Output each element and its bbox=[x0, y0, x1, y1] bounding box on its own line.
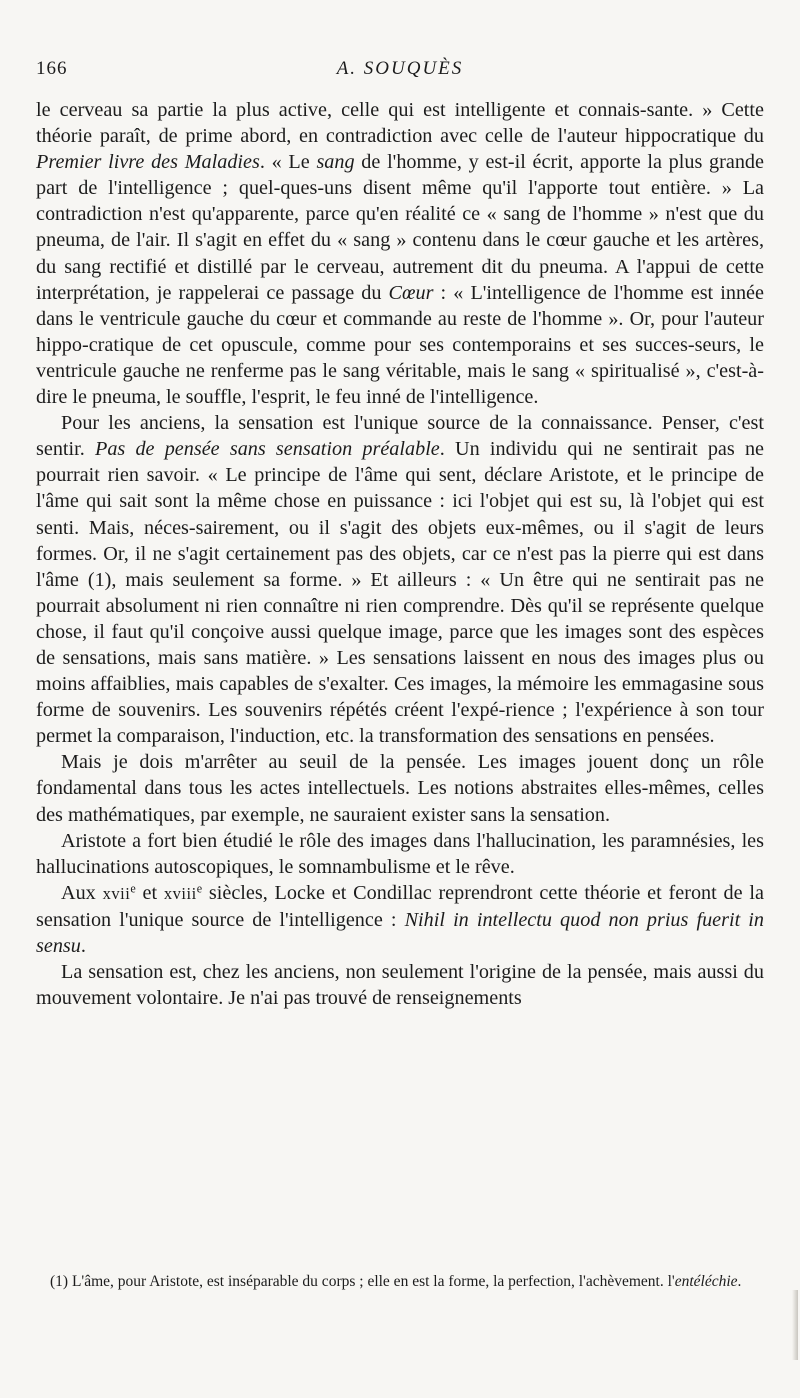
page-edge-shadow bbox=[792, 1290, 798, 1360]
paragraph bbox=[36, 880, 764, 959]
text-run: La sensation est, chez les anciens, non seulement l'origine de la pensée, mais aussi du mouvement volontaire. Je n'ai pas trouvé de renseignements bbox=[36, 961, 764, 1010]
page-number: 166 bbox=[36, 58, 68, 79]
italic-text: Premier livre des Maladies bbox=[36, 151, 260, 174]
italic-text: Nihil in intellectu quod non prius fuerit in sensu bbox=[36, 908, 764, 957]
text-run: . Un individu qui ne sentirait pas ne pourrait rien savoir. « Le principe de l'âme qui sent, déclare Aristote, et le principe de l'âme qui sait sont la même chose en puissance : ici l'objet qui est su, là l'objet qui est senti. Mais, néces-sairement, ou il s'agit des objets eux-mêmes, ou il s'agit de leurs formes. Or, il ne s'agit certainement pas des objets, car ce n'est pas la pierre qui est dans l'âme (1), mais seulement sa forme. » Et ailleurs : « Un être qui ne sentirait pas ne pourrait absolument ni rien connaître ni rien comprendre. Dès qu'il se représente quelque chose, il faut qu'il conçoive aussi quelque image, parce que les images sont des espèces de sensations, mais sans matière. » Les sensations laissent en nous des images plus ou moins affaiblies, mais capables de s'exalter. Ces images, la mémoire les emmagasine sous forme de souvenirs. Les souvenirs répétés créent l'expé-rience ; l'expérience à son tour permet la comparaison, l'induction, etc. la transformation des sensations en pensées. bbox=[36, 438, 764, 748]
page-header bbox=[36, 58, 764, 84]
text-run: . bbox=[80, 935, 86, 957]
italic-text: Pas de pensée sans sensation préalable bbox=[94, 438, 440, 461]
text-run: le cerveau sa partie la plus active, celle qui est intelligente et connais-sante. » Cette théorie paraît, de prime abord, en contradiction avec celle de l'auteur hippocratique du bbox=[36, 99, 764, 148]
paragraph bbox=[36, 959, 764, 1011]
text-run: (1) L'âme, pour Aristote, est inséparable du corps ; elle en est la forme, la perfection, l'achèvement. l' bbox=[50, 1273, 675, 1290]
text-run: . bbox=[737, 1273, 742, 1290]
body-text bbox=[36, 97, 764, 1011]
running-head: A. SOUQUÈS bbox=[336, 58, 464, 79]
italic-text: sang bbox=[316, 151, 355, 174]
paragraph bbox=[36, 828, 764, 880]
text-run: Mais je dois m'arrêter au seuil de la pensée. Les images jouent donç un rôle fondamental dans tous les actes intellectuels. Les notions abstraites elles-mêmes, celles des mathématiques, par exemple, ne sauraient exister sans la sensation. bbox=[36, 751, 764, 826]
superscript: e bbox=[130, 881, 136, 896]
footnote-paragraph bbox=[36, 1272, 764, 1291]
small-caps-text: xvii bbox=[102, 883, 131, 903]
text-run: . « Le bbox=[259, 151, 317, 174]
text-run: Aristote a fort bien étudié le rôle des images dans l'hallucination, les paramnésies, les hallucinations autoscopiques, le somnambulisme et le rêve. bbox=[36, 829, 764, 878]
text-run: : « L'intelligence de l'homme est innée dans le ventricule gauche du cœur et commande au reste de l'homme ». Or, pour l'auteur hippo-cratique de cet opuscule, comme pour ses contemporains et ses succes-seurs, le ventricule gauche ne renferme pas le sang véritable, mais le sang « spiritualisé », c'est-à-dire le pneuma, le souffle, l'esprit, le feu inné de l'intelligence. bbox=[36, 281, 764, 409]
text-run: et bbox=[135, 881, 164, 904]
footnote bbox=[36, 1272, 764, 1291]
text-run: de l'homme, y est-il écrit, apporte la plus grande part de l'intelligence ; quel-ques-uns disent même qu'il l'apporte tout entière. » La contradiction n'est qu'apparente, parce qu'en réalité ce « sang de l'homme » n'est que du pneuma, de l'air. Il s'agit en effet du « sang » contenu dans le cœur gauche et les artères, du sang rectifié et distillé par le cerveau, autrement dit du pneuma. A l'appui de cette interprétation, je rappelerai ce passage du bbox=[36, 151, 764, 304]
paragraph bbox=[36, 749, 764, 827]
small-caps-text: xviii bbox=[163, 883, 197, 903]
paragraph bbox=[36, 97, 764, 410]
superscript: e bbox=[196, 881, 203, 896]
text-run: Aux bbox=[61, 881, 103, 904]
italic-text: entéléchie bbox=[674, 1273, 738, 1290]
text-run: Pour les anciens, la sensation est l'unique source de la connaissance. Penser, c'est sentir. bbox=[36, 412, 764, 461]
text-run: siècles, Locke et Condillac reprendront cette théorie et feront de la sensation l'unique source de l'intelligence : bbox=[36, 881, 764, 931]
paragraph bbox=[36, 410, 764, 749]
italic-text: Cœur bbox=[388, 281, 434, 304]
